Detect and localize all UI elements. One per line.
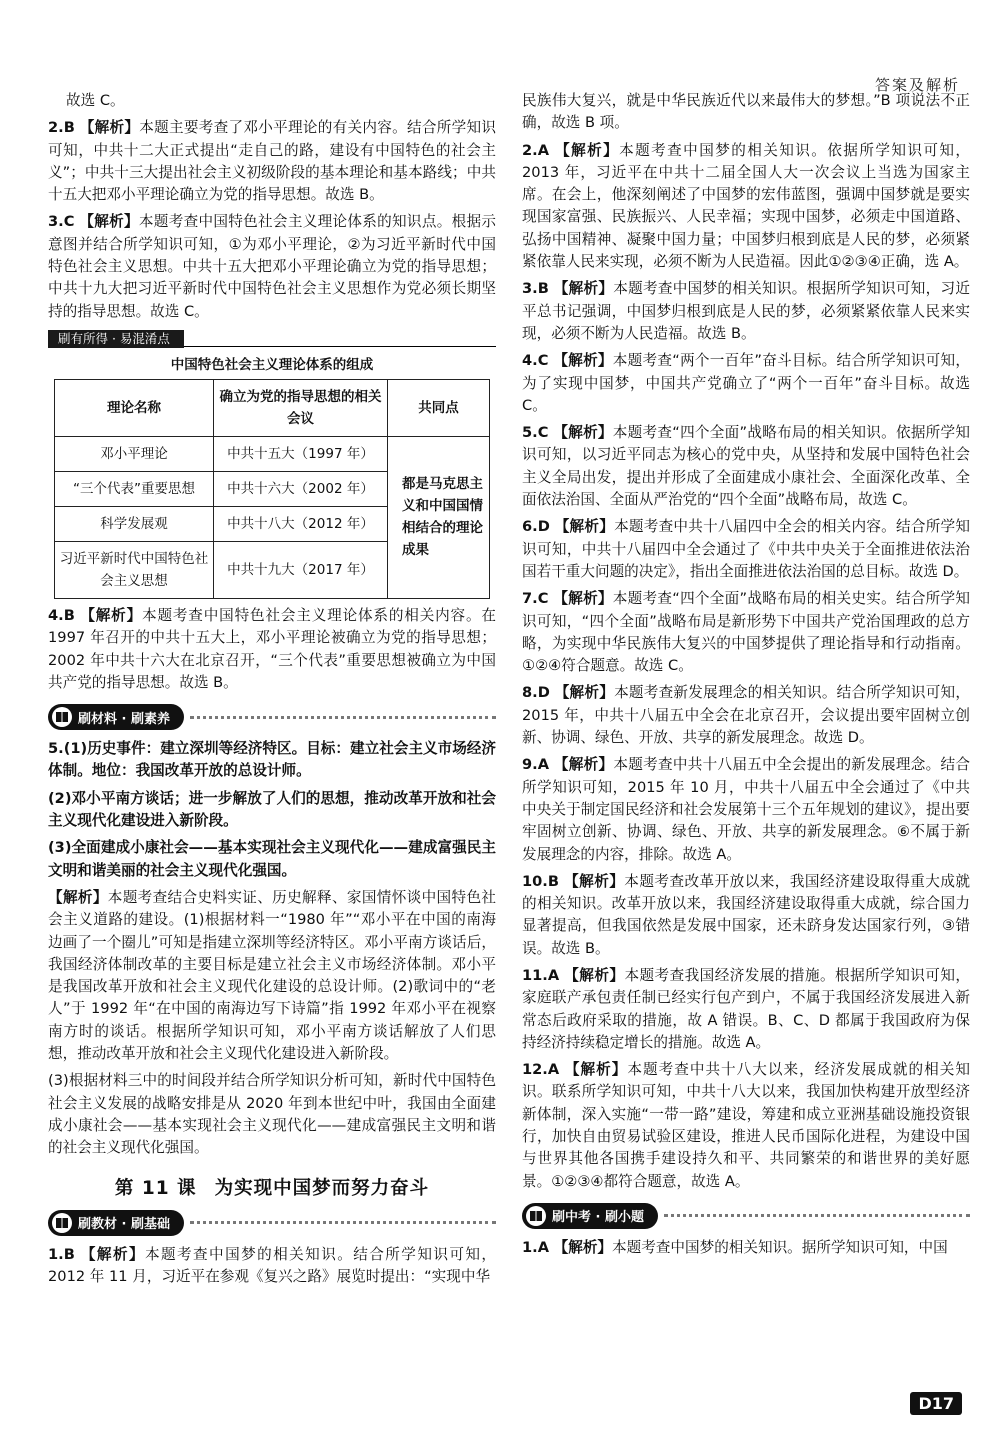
dotted-divider — [664, 1214, 970, 1217]
banner-label: 刷中考 · 刷小题 — [552, 1210, 644, 1226]
answer-text: 本题考查中国特色社会主义理论体系的知识点。根据示意图并结合所学知识可知，①为邓小平理论，②为习近平新时代中国特色社会主义思想。中共十五大把邓小平理论确立为党的指导思想；中共十九大把习近平新时代中国特色社会主义思想作为党必须长期坚持的指导思想。故选 C。 — [48, 213, 496, 320]
analysis-tag: 【解析】 — [553, 280, 614, 298]
page-number: D17 — [910, 1392, 962, 1415]
header-label: 答案及解析 — [874, 76, 960, 94]
column-header: 确立为党的指导思想的相关会议 — [214, 379, 388, 436]
answer-item — [522, 1237, 970, 1259]
answer-text: 本题考查中共十八届五中全会提出的新发展理念。结合所学知识可知，2015 年 10 月，中共十八届五中全会通过了《中共中央关于制定国民经济和社会发展第十三个五年规划的建议》，提出要牢固树立创新、协调、绿色、开放、共享的新发展理念。⑥不属于新发展理念的内容，排除。故选 A。 — [522, 756, 970, 863]
lesson-name: 为实现中国梦而努力奋斗 — [214, 1177, 430, 1199]
answer-letter: A — [537, 1238, 549, 1256]
dotted-divider — [190, 716, 496, 719]
lesson-number: 第 11 课 — [114, 1177, 197, 1199]
item-number: 2. — [522, 141, 538, 159]
tip-bar-label: 刷有所得 · 易混淆点 — [48, 330, 184, 348]
answer-text: 本题考查中国梦的相关知识。据所学知识可知，中国 — [612, 1238, 948, 1256]
item-number: 5. — [522, 424, 538, 442]
book-icon — [526, 1206, 546, 1226]
table-cell: 中共十八大（2012 年） — [214, 506, 388, 541]
answer-item — [522, 588, 970, 677]
answer-letter: C — [63, 213, 75, 231]
answer-item — [48, 211, 496, 322]
table-cell: 邓小平理论 — [55, 436, 214, 471]
item-number: 6. — [522, 518, 538, 536]
answer-letter: B — [63, 119, 75, 137]
answer-letter: A — [537, 141, 549, 159]
answer-letter: A — [537, 756, 549, 774]
item-number: 7. — [522, 590, 538, 608]
item-number: 1. — [48, 1245, 64, 1263]
item-number: 3. — [522, 280, 538, 298]
banner-label: 刷材料 · 刷素养 — [78, 711, 170, 727]
item-number: 12. — [522, 1061, 548, 1079]
section-banner — [522, 1203, 970, 1229]
answer-letter: B — [63, 606, 75, 624]
answer-text: (2)邓小平南方谈话；进一步解放了人们的思想，推动改革开放和社会主义现代化建设进入新阶段。 — [48, 789, 496, 830]
answer-text: 本题考查中国梦的相关知识。结合所学知识可知，2012 年 11 月，习近平在参观《复兴之路》展览时提出：“实现中华 — [48, 1245, 496, 1285]
answer-letter: B — [537, 280, 549, 298]
answer-text: 本题考查“四个全面”战略布局的相关知识。依据所学知识可知，以习近平同志为核心的党中央，从坚持和发展中国特色社会主义全局出发，提出并形成了全面建成小康社会、全面深化改革、全面依法治国、全面从严治党的“四个全面”战略布局，故选 C。 — [522, 424, 971, 509]
analysis-tag: 【解析】 — [80, 1245, 145, 1263]
analysis-tag: 【解析】 — [555, 141, 620, 159]
analysis-tag: 【解析】 — [553, 590, 613, 608]
analysis-tag: 【解析】 — [553, 1238, 613, 1256]
answer-item — [522, 422, 970, 511]
dotted-divider — [190, 1221, 496, 1224]
common-point-cell: 都是马克思主义和中国国情相结合的理论成果 — [388, 436, 490, 598]
analysis-tag: 【解析】 — [564, 872, 625, 890]
column-header: 共同点 — [388, 379, 490, 436]
answer-text: (3)全面建成小康社会——基本实现社会主义现代化——建成富强民主文明和谐美丽的社会主义现代化强国。 — [48, 839, 496, 879]
analysis-tag: 【解析】 — [553, 756, 614, 774]
answer-text: 本题考查“四个全面”战略布局的相关史实。结合所学知识可知，“四个全面”战略布局是新形势下中国共产党治国理政的总方略，为实现中华民族伟大复兴的中国梦提供了理论指导和行动指南。①②④符合题意。故选 C。 — [522, 590, 971, 675]
item-number: 2. — [48, 119, 64, 137]
banner-label: 刷教材 · 刷基础 — [78, 1217, 170, 1232]
answer-letter: D — [537, 684, 550, 702]
answer-letter: C — [537, 424, 549, 442]
answer-item — [522, 278, 970, 345]
analysis-tag: 【解析】 — [554, 518, 615, 536]
answer-letter: A — [547, 966, 560, 984]
answer-text: 本题考查中国特色社会主义理论体系的相关内容。在 1997 年召开的中共十五大上，邓小平理论被确立为党的指导思想；2002 年中共十六大在北京召开，“三个代表”重要思想被确立为中国共产党的指导思想。故选 B。 — [48, 606, 496, 691]
lesson-title — [48, 1174, 496, 1200]
answer-text: (1)历史事件：建立深圳等经济特区。目标：建立社会主义市场经济体制。地位：我国改革开放的总设计师。 — [48, 740, 496, 780]
analysis-tag: 【解析】 — [80, 606, 143, 624]
paragraph: 故选 C。 — [66, 92, 125, 109]
answer-letter: B — [63, 1245, 75, 1263]
book-icon — [52, 1213, 72, 1233]
item-number: 9. — [522, 756, 538, 774]
table-cell: “三个代表”重要思想 — [55, 471, 214, 506]
analysis-tag: 【解析】 — [564, 1061, 628, 1079]
answer-item — [48, 1244, 496, 1289]
answer-text: 本题考查中共十八届四中全会的相关内容。结合所学知识可知，中共十八届四中全会通过了《中共中央关于全面推进依法治国若干重大问题的决定》，指出全面推进依法治国的总目标。故选 D。 — [522, 518, 970, 580]
table-row — [55, 436, 490, 471]
answer-text: 本题考查结合史料实证、历史解释、家国情怀谈中国特色社会主义道路的建设。(1)根据材料一“1980 年”“邓小平在中国的南海边画了一个圈儿”可知是指建立深圳等经济特区。邓小平南方谈话后，我国经济体制改革的主要目标是建立社会主义市场经济体制。邓小平是我国改革开放和社会主义现代化建设的总设计师。(2)歌词中的“老人”于 1992 年“在中国的南海边写下诗篇”指 1992 年邓小平在视察南方时的谈话。根据所学知识可知，邓小平南方谈话解放了人们思想，推动改革开放和社会主义现代化建设进入新阶段。 — [48, 888, 496, 1063]
analysis-tag: 【解析】 — [564, 966, 625, 984]
left-column — [48, 90, 496, 1293]
answer-text: 本题考查改革开放以来，我国经济建设取得重大成就的相关知识。改革开放以来，我国经济建设取得重大成就，综合国力显著提高，但我国依然是发展中国家，还未跻身发达国家行列，③错误。故选 B。 — [522, 872, 970, 957]
table-cell: 科学发展观 — [55, 506, 214, 541]
item-number: 1. — [522, 1238, 538, 1256]
item-number: 3. — [48, 213, 64, 231]
item-number: 11. — [522, 966, 548, 984]
tip-bar — [48, 328, 496, 347]
answer-text: 本题主要考查了邓小平理论的有关内容。结合所学知识可知，中共十二大正式提出“走自己的路，建设有中国特色的社会主义”；中共十三大提出社会主义初级阶段的基本理论和基本路线；中共十五大把邓小平理论确立为党的指导思想。故选 B。 — [48, 119, 496, 204]
table-cell: 习近平新时代中国特色社会主义思想 — [55, 541, 214, 598]
answer-letter: C — [537, 590, 549, 608]
table-cell: 中共十五大（1997 年） — [214, 436, 388, 471]
theory-table — [54, 379, 490, 599]
answer-item — [48, 738, 496, 783]
analysis-tag: 【解析】 — [554, 684, 615, 702]
analysis-paragraph — [48, 887, 496, 1065]
section-banner — [48, 704, 496, 730]
answer-text: 本题考查新发展理念的相关知识。结合所学知识可知，2015 年，中共十八届五中全会在北京召开，会议提出要牢固树立创新、协调、绿色、开放、共享的新发展理念。故选 D。 — [522, 684, 970, 747]
answer-item — [48, 605, 496, 694]
answer-letter: A — [547, 1061, 560, 1079]
table-header-row — [55, 379, 490, 436]
answer-item — [522, 871, 970, 960]
answer-item — [522, 350, 970, 417]
analysis-tag: 【解析】 — [48, 888, 108, 906]
answer-item — [522, 682, 970, 749]
analysis-tag: 【解析】 — [79, 213, 139, 231]
item-number: 4. — [48, 606, 64, 624]
answer-text: 本题考查中国梦的相关知识。依据所学知识可知，2013 年，习近平在中共十二届全国人大一次会议上当选为国家主席。在会上，他深刻阐述了中国梦的宏伟蓝图，强调中国梦就是要实现国家富强、民族振兴、人民幸福；实现中国梦，必须走中国道路、弘扬中国精神、凝聚中国力量；中国梦归根到底是人民的梦，必须紧紧依靠人民来实现，必须不断为人民造福。因此①②③④正确，选 A。 — [522, 141, 971, 271]
analysis-tag: 【解析】 — [79, 119, 140, 137]
item-number: 4. — [522, 352, 538, 370]
answer-letter: B — [547, 872, 559, 890]
answer-item — [522, 754, 970, 865]
column-header: 理论名称 — [55, 379, 214, 436]
answer-item — [48, 117, 496, 206]
answer-text: 本题考查“两个一百年”奋斗目标。结合所学知识可知，为了实现中国梦，中国共产党确立了“两个一百年”奋斗目标。故选 C。 — [522, 352, 971, 414]
answer-item — [522, 1059, 970, 1193]
answer-letter: C — [537, 352, 549, 370]
analysis-paragraph: (3)根据材料三中的时间段并结合所学知识分析可知，新时代中国特色社会主义发展的战略安排是从 2020 年到本世纪中叶，我国由全面建成小康社会——基本实现社会主义现代化——建成富强民主文明和谐的社会主义现代化强国。 — [48, 1072, 496, 1157]
answer-item — [522, 140, 970, 274]
table-cell: 中共十九大（2017 年） — [214, 541, 388, 598]
table-title: 中国特色社会主义理论体系的组成 — [170, 356, 374, 373]
book-icon — [52, 707, 72, 727]
section-banner — [48, 1210, 496, 1236]
answer-item — [522, 516, 970, 583]
item-number: 5. — [48, 740, 64, 758]
answer-text: 本题考查我国经济发展的措施。根据所学知识可知，家庭联产承包责任制已经实行包产到户，不属于我国经济发展进入新常态后政府采取的措施，故 A 错误。B、C、D 都属于我国政府为保持经济持续稳定增长的措施。故选 A。 — [522, 966, 970, 1051]
paragraph: 民族伟大复兴，就是中华民族近代以来最伟大的梦想。”B 项说法不正确，故选 B 项。 — [522, 92, 970, 132]
answer-text: 本题考查中共十八大以来，经济发展成就的相关知识。联系所学知识可知，中共十八大以来，我国加快构建开放型经济新体制，深入实施“一带一路”建设，筹建和成立亚洲基础设施投资银行，加快自由贸易试验区建设，推进人民币国际化进程，为建设中国与世界其他各国携手建设持久和平、共同繁荣的和谐世界的美好愿景。①②③④都符合题意，故选 A。 — [522, 1061, 970, 1190]
right-column — [522, 90, 970, 1264]
answer-letter: D — [537, 518, 550, 536]
item-number: 8. — [522, 684, 538, 702]
analysis-tag: 【解析】 — [553, 424, 613, 442]
item-number: 10. — [522, 872, 548, 890]
answer-item — [522, 965, 970, 1054]
analysis-tag: 【解析】 — [553, 352, 613, 370]
answer-text: 本题考查中国梦的相关知识。根据所学知识可知，习近平总书记强调，中国梦归根到底是人民的梦，必须紧紧依靠人民来实现，必须不断为人民造福。故选 B。 — [522, 280, 970, 342]
table-cell: 中共十六大（2002 年） — [214, 471, 388, 506]
